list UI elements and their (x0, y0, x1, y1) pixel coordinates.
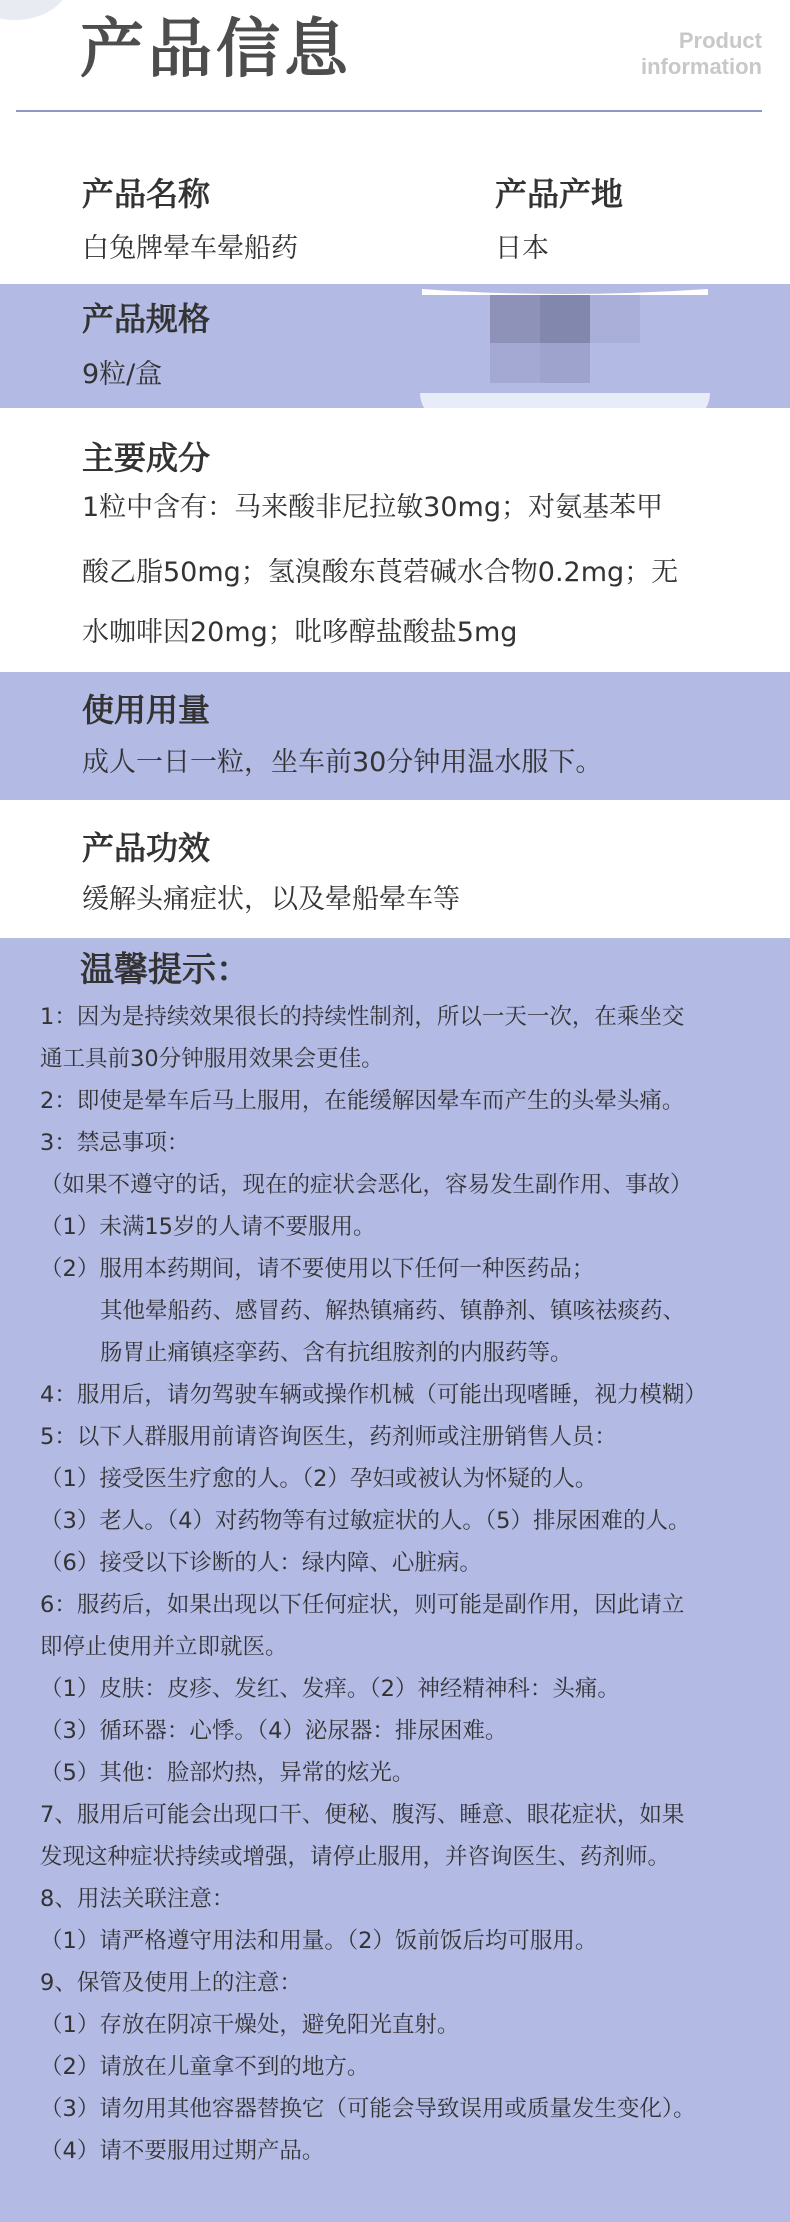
notice-line: 7、服用后可能会出现口干、便秘、腹泻、睡意、眼花症状，如果 (40, 1802, 685, 1828)
product-name-label: 产品名称 (82, 175, 211, 213)
page-header (0, 0, 790, 112)
notice-line: （1）接受医生疗愈的人。（2）孕妇或被认为怀疑的人。 (40, 1466, 598, 1492)
notice-line: 4：服用后，请勿驾驶车辆或操作机械（可能出现嗜睡，视力模糊） (40, 1382, 707, 1408)
notice-line: （3）请勿用其他容器替换它（可能会导致误用或质量发生变化）。 (40, 2096, 696, 2122)
notice-line: （如果不遵守的话，现在的症状会恶化，容易发生副作用、事故） (40, 1172, 693, 1198)
notice-line: （1）请严格遵守用法和用量。（2）饭前饭后均可服用。 (40, 1928, 598, 1954)
notice-line: 5：以下人群服用前请咨询医生，药剂师或注册销售人员： (40, 1424, 617, 1450)
subtitle-line-2: information (641, 54, 762, 79)
notice-line: 发现这种症状持续或增强，请停止服用，并咨询医生、药剂师。 (40, 1844, 671, 1870)
notice-line: 8、用法关联注意： (40, 1886, 235, 1912)
page-title: 产品信息 (80, 13, 352, 87)
notice-line: 肠胃止痛镇痉挛药、含有抗组胺剂的内服药等。 (100, 1340, 573, 1366)
notice-line: 3：禁忌事项： (40, 1130, 190, 1156)
product-spec-label: 产品规格 (82, 300, 211, 338)
notice-line: （6）接受以下诊断的人：绿内障、心脏病。 (40, 1550, 482, 1576)
product-origin-label: 产品产地 (495, 175, 624, 213)
notice-line: 6：服药后，如果出现以下任何症状，则可能是副作用，因此请立 (40, 1592, 685, 1618)
ingredients-line-3: 水咖啡因20mg；吡哆醇盐酸盐5mg (82, 617, 518, 648)
notice-line: 1：因为是持续效果很长的持续性制剂，所以一天一次，在乘坐交 (40, 1004, 685, 1030)
notice-line: 其他晕船药、感冒药、解热镇痛药、镇静剂、镇咳祛痰药、 (100, 1298, 686, 1324)
notice-line: （3）老人。（4）对药物等有过敏症状的人。（5）排尿困难的人。 (40, 1508, 691, 1534)
notice-line: （1）未满15岁的人请不要服用。 (40, 1214, 376, 1240)
notice-line: （5）其他：脸部灼热，异常的炫光。 (40, 1760, 415, 1786)
dosage-value: 成人一日一粒，坐车前30分钟用温水服下。 (82, 747, 603, 778)
notice-line: 即停止使用并立即就医。 (40, 1634, 288, 1660)
notice-line: （2）服用本药期间，请不要使用以下任何一种医药品； (40, 1256, 595, 1282)
notice-line: （1）存放在阴凉干燥处，避免阳光直射。 (40, 2012, 460, 2038)
product-name-value: 白兔牌晕车晕船药 (82, 233, 298, 264)
ingredients-line-1: 1粒中含有：马来酸非尼拉敏30mg；对氨基苯甲 (82, 492, 663, 523)
dosage-label: 使用用量 (82, 691, 211, 729)
efficacy-label: 产品功效 (82, 829, 211, 867)
notice-line: 2：即使是晕车后马上服用，在能缓解因晕车而产生的头晕头痛。 (40, 1088, 685, 1114)
decorative-circle (0, 0, 70, 20)
notice-line: （4）请不要服用过期产品。 (40, 2138, 325, 2164)
notice-line: （3）循环器：心悸。（4）泌尿器：排尿困难。 (40, 1718, 508, 1744)
ingredients-line-2: 酸乙脂50mg；氢溴酸东莨菪碱水合物0.2mg；无 (82, 557, 679, 588)
notice-line: 通工具前30分钟服用效果会更佳。 (40, 1046, 384, 1072)
notice-title: 温馨提示： (80, 950, 250, 990)
notice-line: 9、保管及使用上的注意： (40, 1970, 302, 1996)
notice-line: （2）请放在儿童拿不到的地方。 (40, 2054, 370, 2080)
page-subtitle-en (641, 28, 762, 80)
ingredients-label: 主要成分 (82, 439, 211, 477)
product-spec-value: 9粒/盒 (82, 359, 163, 390)
subtitle-line-1: Product (678, 28, 762, 53)
efficacy-value: 缓解头痛症状，以及晕船晕车等 (82, 884, 460, 915)
product-origin-value: 日本 (495, 233, 549, 264)
notice-line: （1）皮肤：皮疹、发红、发痒。（2）神经精神科：头痛。 (40, 1676, 620, 1702)
